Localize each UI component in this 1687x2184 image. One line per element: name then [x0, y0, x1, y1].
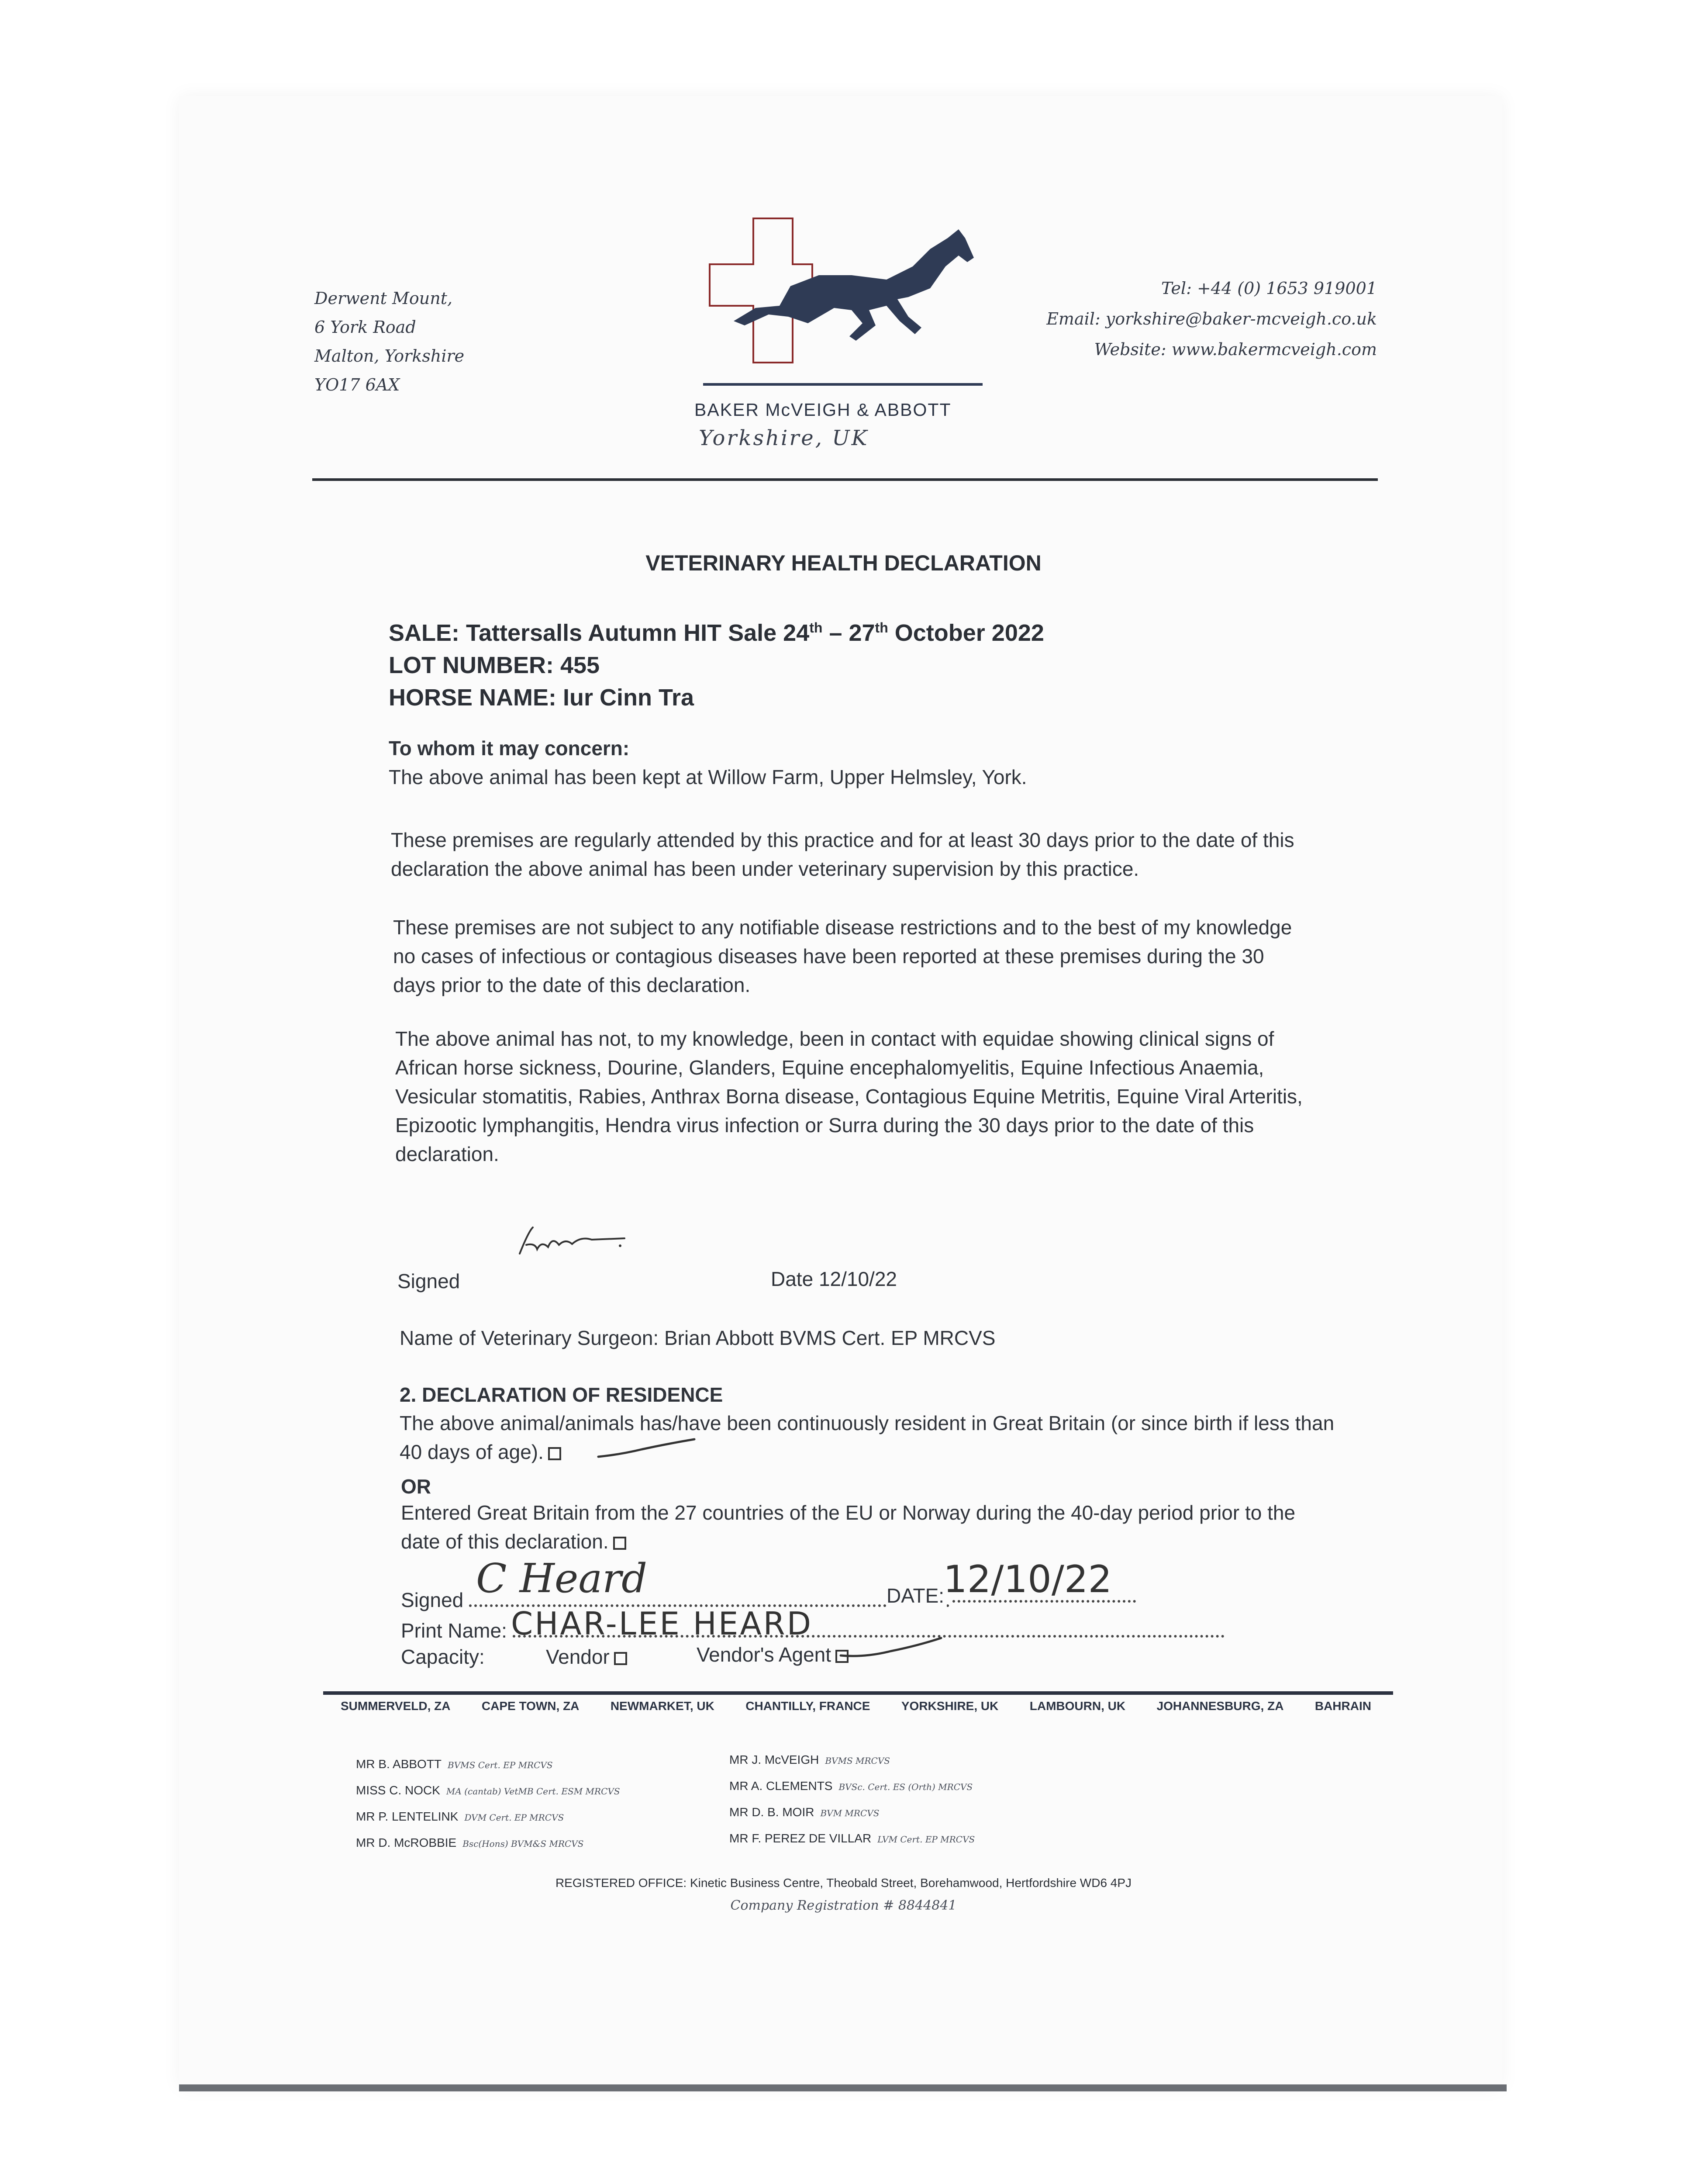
agent-label: Vendor's Agent: [697, 1643, 831, 1666]
partner-name: MR A. CLEMENTS: [729, 1779, 833, 1793]
option-1-tick-icon: [594, 1437, 699, 1463]
partner-qual: MA (cantab) VetMB Cert. ESM MRCVS: [446, 1786, 620, 1797]
partner: [356, 1778, 620, 1804]
partner-name: MR F. PEREZ DE VILLAR: [729, 1832, 872, 1845]
agent-tick-icon: [838, 1634, 943, 1664]
partner-qual: BVSc. Cert. ES (Orth) MRCVS: [838, 1782, 973, 1792]
option-2-checkbox[interactable]: [613, 1537, 626, 1550]
sale-sup-2: th: [875, 620, 888, 636]
sale-suffix: October 2022: [888, 620, 1044, 646]
office: NEWMARKET, UK: [610, 1699, 714, 1713]
print-name-label: Print Name:: [401, 1619, 507, 1642]
vet-signed-label: Signed: [397, 1270, 460, 1292]
partner-name: MR B. ABBOTT: [356, 1757, 442, 1771]
residence-option-2: [401, 1498, 1318, 1556]
firm-name: BAKER McVEIGH & ABBOTT: [694, 400, 952, 420]
sale-mid: – 27: [822, 620, 875, 646]
residence-option-2-text: Entered Great Britain from the 27 countries of the EU or Norway during the 40-day period prior to the date of this declaration.: [401, 1501, 1296, 1553]
contact-paragraph: The above animal has not, to my knowledge, been in contact with equidae showing clinical signs of African horse sickness, Dourine, Glanders, Equine encephalomyelitis, Equine Infectious Anaemia, Vesicular stomatitis, Rabies, Anthrax Borna disease, Contagious Equine Metritis, Equine Viral Arteritis, Epizootic lymphangitis, Hendra virus infection or Surra during the 30 days prior to the date of this declaration.: [395, 1027, 1303, 1165]
agent-option: [697, 1640, 849, 1669]
partners-left: [356, 1752, 620, 1856]
partner-qual: Bsc(Hons) BVM&S MRCVS: [462, 1838, 584, 1849]
residence-option-1-text: The above animal/animals has/have been continuously resident in Great Britain (or since birth if less than 40 days of age).: [400, 1412, 1335, 1463]
lot-number: LOT NUMBER: 455: [389, 652, 600, 678]
print-name-handwritten: [511, 1603, 817, 1642]
vet-name: Name of Veterinary Surgeon: Brian Abbott BVMS Cert. EP MRCVS: [400, 1327, 996, 1349]
partner: [356, 1804, 620, 1830]
partner: [729, 1773, 975, 1800]
supervision-paragraph: These premises are regularly attended by this practice and for at least 30 days prior to the date of this declaration the above animal has been under veterinary supervision by this practice.: [391, 829, 1294, 880]
office: CAPE TOWN, ZA: [481, 1699, 580, 1713]
cross-horse-logo-icon: [703, 214, 983, 389]
email: Email: yorkshire@baker-mcveigh.co.uk: [1046, 309, 1377, 328]
contact-details: [1046, 273, 1377, 365]
vendor-signature-text: C Heard: [476, 1555, 648, 1602]
address-line: 6 York Road: [314, 318, 416, 337]
practice-address: [314, 284, 464, 399]
partner-qual: BVMS MRCVS: [825, 1755, 890, 1766]
residence-heading: 2. DECLARATION OF RESIDENCE: [400, 1383, 723, 1406]
office-locations: [341, 1699, 1371, 1713]
vet-date: Date 12/10/22: [771, 1268, 897, 1290]
partner-qual: LVM Cert. EP MRCVS: [877, 1834, 975, 1845]
option-1-checkbox[interactable]: [548, 1447, 561, 1460]
residence-or: OR: [401, 1475, 431, 1498]
partner: [729, 1800, 975, 1826]
vendor-label: Vendor: [546, 1645, 610, 1668]
office: LAMBOURN, UK: [1029, 1699, 1126, 1713]
telephone: Tel: +44 (0) 1653 919001: [1161, 279, 1377, 298]
partner: [356, 1830, 620, 1856]
office: SUMMERVELD, ZA: [341, 1699, 451, 1713]
salutation: To whom it may concern:: [389, 737, 630, 760]
office: JOHANNESBURG, ZA: [1156, 1699, 1284, 1713]
office: YORKSHIRE, UK: [901, 1699, 999, 1713]
sale-sup-1: th: [809, 620, 823, 636]
partner-qual: BVM MRCVS: [820, 1808, 880, 1818]
sale-prefix: SALE: Tattersalls Autumn HIT Sale 24: [389, 620, 810, 646]
header-divider: [312, 478, 1378, 481]
partner: [729, 1747, 975, 1773]
document-title: VETERINARY HEALTH DECLARATION: [645, 551, 1042, 575]
residence-signed-label: Signed: [401, 1589, 464, 1611]
residence-date-label: DATE:: [887, 1584, 947, 1607]
partner: [356, 1752, 620, 1778]
vet-signature-icon: [511, 1219, 633, 1267]
address-line: Malton, Yorkshire: [314, 346, 465, 366]
print-name-value: CHAR-LEE HEARD: [511, 1605, 813, 1642]
office: CHANTILLY, FRANCE: [745, 1699, 870, 1713]
vendor-signature: [472, 1551, 648, 1603]
vendor-checkbox[interactable]: [614, 1652, 627, 1665]
residence-date-handwritten: [943, 1555, 1112, 1603]
restrictions-paragraph: These premises are not subject to any notifiable disease restrictions and to the best of my knowledge no cases of infectious or contagious diseases have been reported at these premises during the 30 days prior to the date of this declaration.: [393, 916, 1292, 996]
vendor-option: [546, 1642, 627, 1671]
horse-name: HORSE NAME: Iur Cinn Tra: [389, 684, 694, 711]
partner: [729, 1826, 975, 1852]
partner-name: MR P. LENTELINK: [356, 1810, 459, 1823]
sale-details: [389, 612, 1044, 714]
capacity-label: Capacity:: [401, 1645, 485, 1668]
kept-at: The above animal has been kept at Willow Farm, Upper Helmsley, York.: [389, 766, 1027, 788]
partners-right: [729, 1747, 975, 1852]
office: BAHRAIN: [1314, 1699, 1371, 1713]
sale-line: [389, 612, 1044, 649]
residence-date-value: 12/10/22: [943, 1558, 1112, 1601]
website: Website: www.bakermcveigh.com: [1094, 340, 1377, 359]
registered-office: REGISTERED OFFICE: Kinetic Business Centre, Theobald Street, Borehamwood, Hertfordshire WD6 4PJ: [555, 1876, 1132, 1890]
page-edge-shadow: [179, 2084, 1507, 2091]
firm-location: Yorkshire, UK: [699, 426, 869, 450]
salutation-block: [389, 734, 1328, 791]
footer-divider: [323, 1691, 1393, 1695]
address-line: YO17 6AX: [314, 375, 400, 394]
address-line: Derwent Mount,: [314, 289, 453, 308]
partner-qual: DVM Cert. EP MRCVS: [464, 1812, 564, 1823]
partner-name: MR J. McVEIGH: [729, 1753, 819, 1766]
partner-name: MR D. McROBBIE: [356, 1836, 457, 1849]
partner-name: MR D. B. MOIR: [729, 1805, 814, 1819]
company-registration: Company Registration # 8844841: [730, 1898, 957, 1913]
residence-option-1: [400, 1409, 1339, 1466]
partner-name: MISS C. NOCK: [356, 1783, 440, 1797]
partner-qual: BVMS Cert. EP MRCVS: [448, 1760, 553, 1770]
